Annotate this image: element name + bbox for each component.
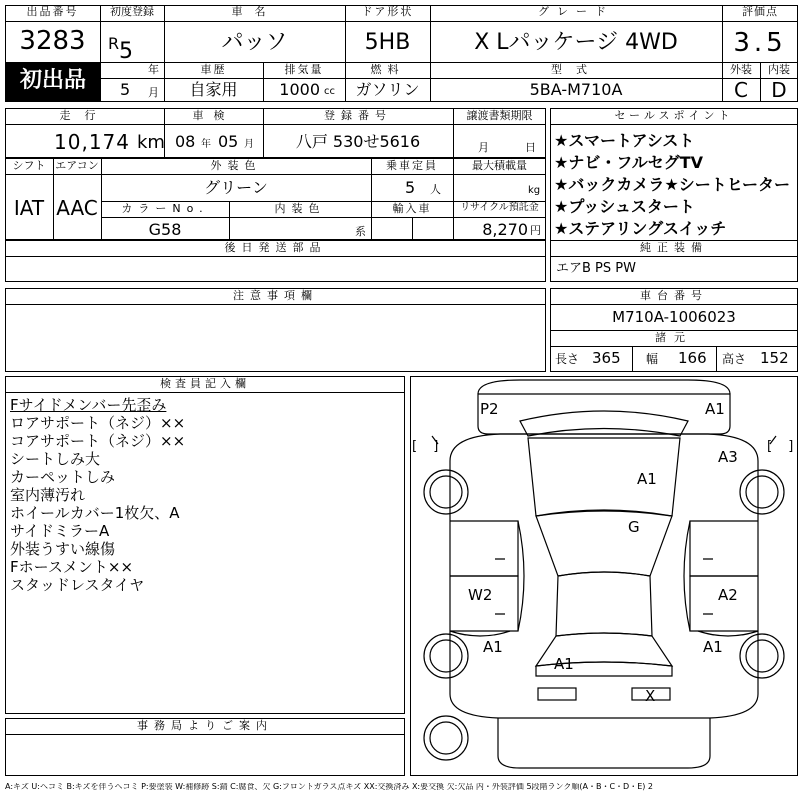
mark-g: G [628, 518, 640, 536]
selling-point: ★ナビ・フルセグTV [554, 153, 704, 172]
capacity-header: 乗車定員 [386, 159, 438, 172]
roof [556, 572, 652, 636]
mark-a3: A3 [718, 448, 738, 466]
door-type: 5HB [364, 30, 411, 55]
history-value: 自家用 [189, 80, 238, 99]
selling-points-list [554, 130, 790, 240]
inspector-note: 室内薄汚れ [10, 486, 86, 504]
mark-a1-rear-right: A1 [703, 638, 723, 656]
mark-p2: P2 [480, 400, 499, 418]
history-header: 車歴 [200, 63, 227, 76]
specs-header: 諸元 [655, 331, 693, 344]
legend: A:キズ U:ヘコミ B:キズを伴うヘコミ P:要塗装 W:補修跡 S:錆 C:腐食、欠 G:フロントガラス点キズ XX:交換済み X:要交換 欠:欠品 内・外装評価 5段階ランク順(A・B・C・D・E) 2 [5, 783, 654, 791]
office-info-header: 事務局よりご案内 [137, 719, 273, 732]
ext-color-value: グリーン [204, 178, 268, 197]
inspection-year-unit: 年 [201, 139, 211, 150]
auction-no-header: 出品番号 [26, 5, 79, 18]
car-name-header: 車名 [231, 5, 278, 18]
mark-a1-rear-center: A1 [554, 655, 574, 673]
mark-a1-hood: A1 [637, 470, 657, 488]
first-reg-year: 5 [119, 39, 133, 64]
interior-grade: D [771, 78, 787, 102]
inspector-note: ホイールカバー1枚欠、A [10, 504, 180, 522]
notes-header: 注意事項欄 [233, 289, 318, 302]
inspector-note: Fホースメント×× [10, 558, 134, 576]
month-unit: 月 [148, 86, 159, 99]
fuel-header: 燃料 [370, 63, 405, 76]
mileage-header: 走行 [59, 109, 110, 122]
later-parts-header: 後日発送部品 [224, 241, 327, 254]
mileage-unit: km [137, 132, 165, 153]
inspection-month: 05 [218, 132, 239, 151]
inspector-notes-list [10, 396, 185, 594]
chassis-no-value: M710A-1006023 [612, 308, 736, 326]
mark-bracket-left: [ ] [412, 439, 445, 454]
selling-point: ★スマートアシスト [554, 131, 695, 150]
import-header: 輸入車 [392, 202, 432, 215]
int-color-unit: 系 [355, 225, 366, 238]
exterior-grade: C [734, 78, 748, 102]
grade-header: グレード [538, 5, 614, 18]
first-listing-label: 初出品 [19, 68, 86, 93]
ac-header: エアコン [55, 159, 99, 172]
shift-value: IAT [13, 196, 45, 220]
genuine-equip-header: 純正装備 [640, 241, 708, 254]
fuel-value: ガソリン [355, 80, 420, 99]
recycle-header: リサイクル預託金 [460, 202, 539, 213]
selling-point: ★プッシュスタート [554, 197, 695, 216]
door-header: ドア形状 [361, 5, 414, 18]
doc-day: 日 [525, 141, 536, 154]
era: R [108, 34, 120, 53]
capacity-unit: 人 [430, 183, 441, 196]
doc-month: 月 [478, 141, 489, 154]
displacement-header: 排気量 [284, 63, 324, 76]
recycle-value: 8,270 [482, 220, 528, 239]
car-name: パッソ [221, 30, 288, 55]
inspector-note: サイドミラーA [10, 522, 110, 540]
chassis-no-header: 車台番号 [640, 289, 708, 302]
interior-header: 内装 [768, 63, 790, 76]
capacity-value: 5 [405, 178, 416, 197]
mark-a2: A2 [718, 586, 738, 604]
selling-point: ★バックカメラ★シートヒーター [554, 175, 791, 194]
mark-x: X [645, 687, 656, 705]
inspector-note: カーペットしみ [10, 468, 116, 486]
transfer-doc-header: 譲渡書類期限 [466, 109, 533, 122]
int-color-header: 内装色 [274, 202, 326, 215]
length-value: 365 [592, 349, 621, 367]
displacement-value: 1000 [279, 80, 320, 99]
first-reg-header: 初度登録 [110, 5, 154, 18]
genuine-equip-value: エアB PS PW [556, 261, 636, 276]
selling-points-header: セールスポイント [614, 109, 734, 122]
height-label: 高さ [722, 352, 747, 366]
max-load-unit: kg [528, 185, 541, 196]
grade: X Lパッケージ 4WD [474, 30, 678, 55]
model-code-value: 5BA-M710A [529, 80, 623, 99]
first-reg-month: 5 [120, 80, 131, 99]
inspector-note: スタッドレスタイヤ [10, 576, 145, 594]
score-header: 評価点 [742, 5, 778, 18]
mark-a1-rear-left: A1 [483, 638, 503, 656]
mark-w2: W2 [468, 586, 493, 604]
inspector-header: 検査員記入欄 [160, 377, 250, 390]
mileage-value: 10,174 [54, 130, 130, 154]
windshield [536, 510, 672, 576]
inspector-note: コアサポート（ネジ）×× [10, 432, 186, 450]
exterior-header: 外装 [730, 63, 752, 76]
auction-no: 3283 [19, 26, 86, 56]
wheel-front-left [424, 470, 468, 514]
mark-bracket-right: [ ] [767, 439, 800, 454]
length-label: 長さ [555, 352, 580, 366]
width-value: 166 [678, 349, 707, 367]
ac-value: AAC [56, 196, 98, 220]
selling-point: ★ステアリングスイッチ [554, 219, 727, 238]
score: 3.5 [733, 28, 787, 58]
shift-header: シフト [12, 159, 46, 172]
ext-color-header: 外装色 [210, 159, 262, 172]
model-code-header: 型式 [551, 63, 601, 76]
year-unit: 年 [148, 63, 159, 76]
color-no-value: G58 [148, 220, 182, 239]
inspection-month-unit: 月 [244, 139, 254, 150]
recycle-unit: 円 [530, 224, 541, 237]
inspector-note: ロアサポート（ネジ）×× [10, 414, 186, 432]
inspection-header: 車検 [192, 109, 235, 122]
car-diagram [410, 376, 798, 776]
height-value: 152 [760, 349, 789, 367]
inspector-note: Fサイドメンバー先歪み [10, 396, 167, 414]
inspector-note: シートしみ大 [10, 450, 101, 468]
plate-header: 登録番号 [324, 109, 392, 122]
inspection-year: 08 [175, 132, 196, 151]
plate-number: 八戸 530せ5616 [295, 132, 421, 151]
inspector-note: 外装うすい線傷 [10, 540, 116, 558]
displacement-unit: cc [324, 86, 335, 97]
color-no-header: カラーNo. [121, 202, 209, 215]
max-load-header: 最大積載量 [472, 159, 527, 172]
mark-a1-front: A1 [705, 400, 725, 418]
width-label: 幅 [646, 352, 659, 366]
